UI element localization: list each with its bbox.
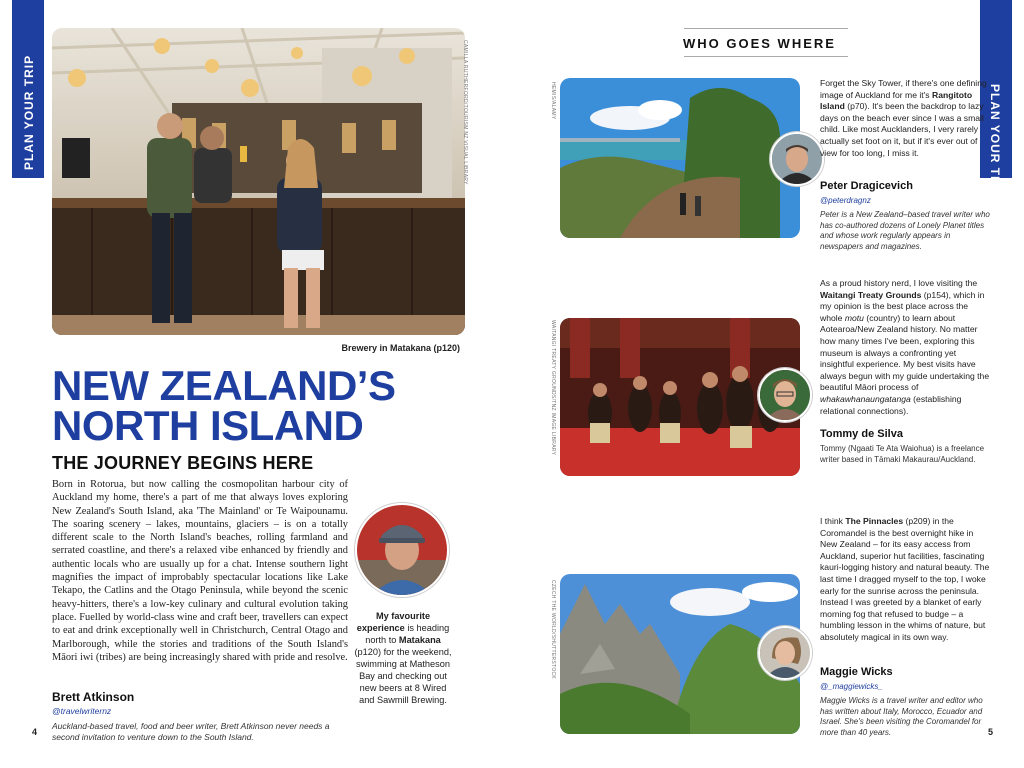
photo-credit-3: CZECH THE WORLD/SHUTTERSTOCK: [550, 580, 556, 680]
quote-peter: [820, 78, 990, 159]
avatar-maggie-wicks: [758, 626, 812, 680]
fav-lead: My favourite experience: [356, 611, 431, 633]
page-number-left: 4: [32, 727, 38, 737]
brewery-photo: [52, 28, 465, 335]
quote-term: whakawhanaungatanga: [820, 393, 911, 404]
portrait-illustration: [357, 505, 447, 595]
side-tab-label: PLAN YOUR TRIP: [22, 54, 36, 170]
intro-body-text: Born in Rotorua, but now calling the cosmopolitan harbour city of Auckland my home, there's a part of me that always loves exploring New Zealand's South Island, aka 'The Mainland' or Te Waipounamu. The soaring scenery – lakes, mountains, glaciers – is on a totally different scale to the North Island's beaches, rolling farmland and serrated coastline, and there's a relaxed vibe enhanced by friendly and authentic locals who are usually up for a chat. Intense southern light magnifies the impact of improbably spectacular locations like Lake Tekapo, the Catlins and the Otago Peninsula, while beyond the scenic heavy-hitters, there's a low-key culinary and cultural evolution taking place. Fuelled by world-class wine and craft beer, travellers can expect to eat and drink exceptionally well in Christchurch, Central Otago and Marlborough, while the stories and traditions of the South Island's Māori iwi (tribes) are being increasingly shared with pride and resolve.: [52, 479, 348, 663]
rangitoto-illustration: [560, 78, 800, 238]
fav-place: Matakana: [398, 635, 441, 645]
headline-line-1: NEW ZEALAND’S: [52, 362, 396, 409]
page-number-right: 5: [988, 727, 994, 737]
quote-maggie: [820, 516, 990, 644]
quote-text: As a proud history nerd, I love visiting the: [820, 278, 978, 288]
quote-text: I think: [820, 516, 846, 526]
portrait-illustration: [760, 370, 810, 420]
favourite-experience: [352, 610, 454, 706]
photo-caption: Brewery in Matakana (p120): [341, 343, 460, 353]
fav-mid: is heading north to: [365, 623, 450, 645]
page-headline: [52, 362, 396, 449]
brewery-illustration: [52, 28, 465, 335]
writer-handle-peter[interactable]: @peterdragnz: [820, 196, 871, 205]
photo-credit: CAMILLA RUTHERFORD/TOURISM NZ VISUAL LIBRARY: [462, 40, 468, 185]
writer-name-maggie: Maggie Wicks: [820, 666, 893, 678]
photo-credit-1: HEMIS/ALAMY: [550, 82, 556, 120]
quote-text: (p154), which in my opinion is the best place across the whole: [820, 289, 985, 323]
quote-place: Rangitoto Island: [820, 89, 973, 112]
headline-line-2: NORTH ISLAND: [52, 402, 364, 449]
section-title: WHO GOES WHERE: [683, 36, 836, 51]
subheadline: THE JOURNEY BEGINS HERE: [52, 453, 314, 473]
quote-term: motu: [844, 312, 864, 323]
author-handle[interactable]: @travelwriternz: [52, 706, 112, 716]
quote-place: The Pinnacles: [845, 516, 904, 526]
avatar-brett-atkinson: [355, 503, 449, 597]
quote-tommy: [820, 278, 990, 417]
writer-handle-maggie[interactable]: @_maggiewicks_: [820, 682, 883, 691]
plan-your-trip-tab-left: [12, 0, 44, 178]
avatar-peter-dragicevich: [770, 132, 824, 186]
portrait-illustration: [760, 628, 810, 678]
writer-bio-maggie: Maggie Wicks is a travel writer and editor who has written about Italy, Morocco, Ecuador and Israel. She's been visiting the Coromandel for more than 40 years.: [820, 696, 983, 737]
author-bio: Auckland-based travel, food and beer writer, Brett Atkinson never needs a second invitation to venture down to the South Island.: [52, 721, 330, 742]
right-page: [512, 0, 1024, 768]
title-rule-top: [684, 28, 848, 29]
quote-text: (p70). It's been the backdrop to lazy days on the beach ever since I was a small child. Like most Aucklanders, I very rarely actually set foot on it, but if it's ever out of view for too long, I miss it.: [820, 101, 984, 158]
fav-rest: (p120) for the weekend, swimming at Matheson Bay and checking out new beers at 8 Wired and Sawmill Brewing.: [354, 647, 452, 705]
title-rule-bottom: [684, 56, 848, 57]
quote-text: (country) to learn about Aotearoa/New Zealand history. No matter how many times I've been, exploring this museum is always a confronting yet insightful experience. My best visits have always begun with my guide undertaking the beautiful Māori process of: [820, 312, 990, 393]
side-tab-label: PLAN YOUR TRIP: [988, 84, 1002, 200]
quote-text: (establishing relational connections).: [820, 393, 962, 416]
quote-text: Forget the Sky Tower, if there's one defining image of Auckland for me it's: [820, 78, 987, 100]
photo-credit-2: WAITANGI TREATY GROUNDS/TNZ IMAGE LIBRARY: [550, 320, 556, 456]
writer-name-peter: Peter Dragicevich: [820, 180, 913, 192]
avatar-tommy-de-silva: [758, 368, 812, 422]
quote-text: (p209) in the Coromandel is the best overnight hike in New Zealand – for its easy access from Auckland, superior hut facilities, fascinating kauri-logging history and natural beauty. The last time I dragged myself to the top, I woke early for the sunrise across the peninsula. Instead I was greeted by a blanket of early morning fog that refused to budge – a humbling lesson in the whims of nature, but absolutely magical in its own way.: [820, 516, 990, 642]
author-name: Brett Atkinson: [52, 690, 135, 704]
writer-bio-peter: Peter is a New Zealand–based travel writer who has co-authored dozens of Lonely Planet titles and whose work regularly appears in newspapers and magazines.: [820, 210, 990, 251]
quote-place: Waitangi Treaty Grounds: [820, 289, 922, 300]
writer-bio-tommy: Tommy (Ngaati Te Ata Waiohua) is a freelance writer based in Tāmaki Makaurau/Auckland.: [820, 444, 985, 464]
writer-name-tommy: Tommy de Silva: [820, 428, 903, 440]
portrait-illustration: [772, 134, 822, 184]
rangitoto-photo: [560, 78, 800, 238]
